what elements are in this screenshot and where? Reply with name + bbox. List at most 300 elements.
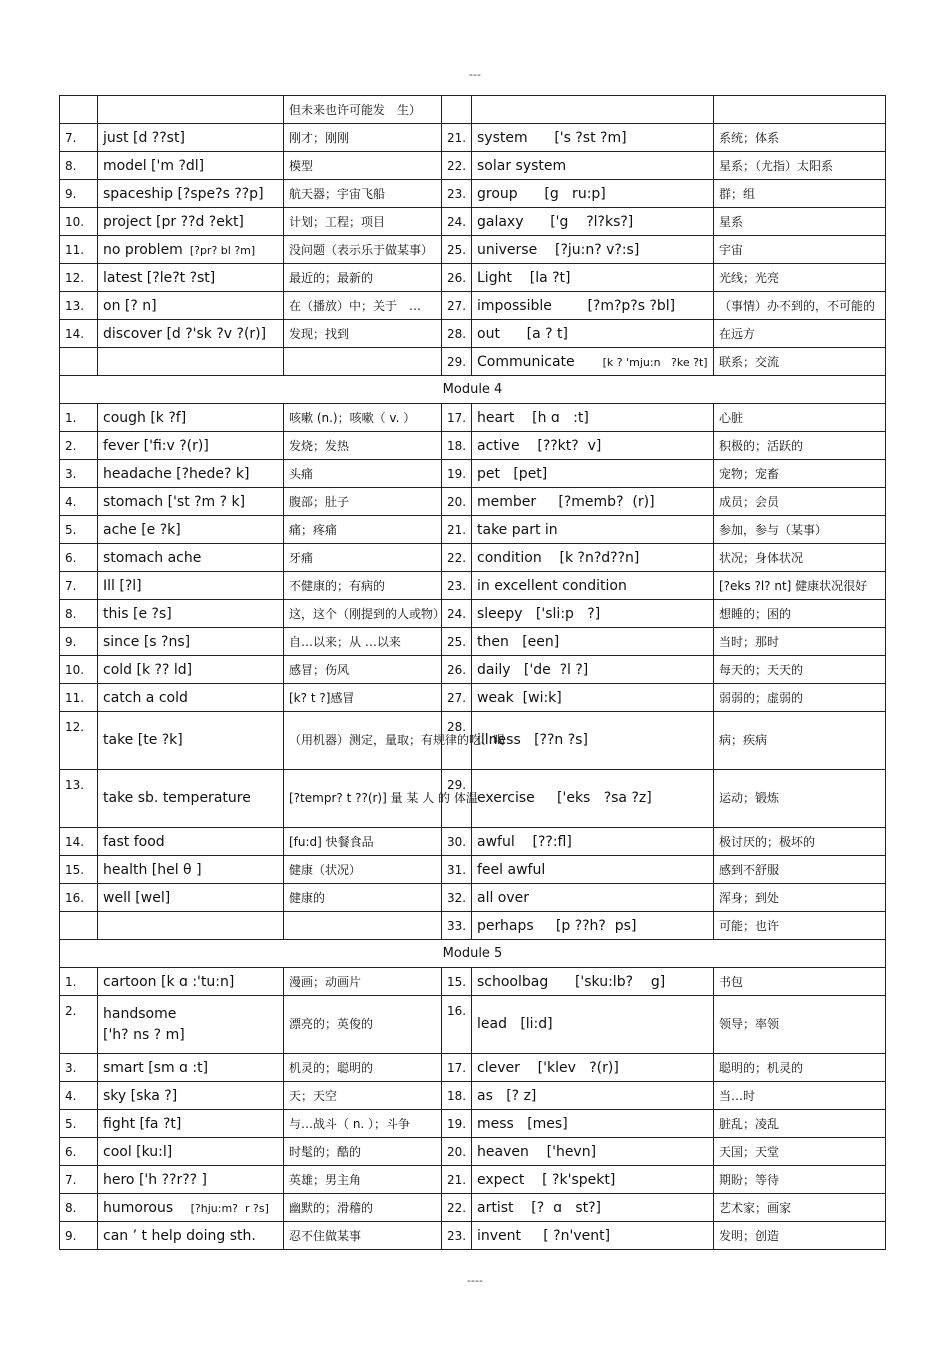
- left-meaning-cell: 天；天空: [284, 1082, 442, 1110]
- left-word-cell: [98, 208, 284, 236]
- word-text: sky [ska ?]: [103, 1087, 178, 1104]
- left-number-cell: 9.: [60, 180, 98, 208]
- table-row: [60, 884, 886, 912]
- right-word-cell: [472, 96, 714, 124]
- word-text: sleepy ['sli:p ?]: [477, 605, 601, 622]
- left-meaning-cell: 牙痛: [284, 544, 442, 572]
- left-word-cell: [98, 600, 284, 628]
- left-number-cell: 7.: [60, 572, 98, 600]
- left-word-cell: [98, 572, 284, 600]
- left-word-cell: [98, 404, 284, 432]
- word-text: lead [li:d]: [477, 1016, 553, 1032]
- right-number-cell: 30.: [442, 828, 472, 856]
- table-row: [60, 292, 886, 320]
- left-meaning-cell: 头痛: [284, 460, 442, 488]
- left-number-cell: 12.: [60, 264, 98, 292]
- right-meaning-cell: [?eks ?l? nt] 健康状况很好: [714, 572, 886, 600]
- word-text: spaceship [?spe?s ??p]: [103, 185, 264, 202]
- right-word-cell: [472, 236, 714, 264]
- word-text: Communicate: [477, 353, 575, 370]
- left-number-cell: 8.: [60, 1194, 98, 1222]
- table-row: [60, 208, 886, 236]
- word-text: stomach ['st ?m ? k]: [103, 493, 246, 510]
- table-row: [60, 656, 886, 684]
- left-word-cell: [98, 432, 284, 460]
- left-meaning-cell: 健康（状况）: [284, 856, 442, 884]
- right-meaning-cell: 书包: [714, 968, 886, 996]
- table-row: [60, 1194, 886, 1222]
- right-word-cell: [472, 1194, 714, 1222]
- left-meaning-cell: [k? t ?]感冒: [284, 684, 442, 712]
- right-number-cell: 23.: [442, 572, 472, 600]
- right-word-cell: [472, 292, 714, 320]
- right-meaning-cell: 病；疾病: [714, 712, 886, 770]
- right-meaning-cell: 光线；光亮: [714, 264, 886, 292]
- right-meaning-cell: 运动；锻炼: [714, 770, 886, 828]
- left-word-cell: [98, 1082, 284, 1110]
- left-word-cell: [98, 968, 284, 996]
- left-number-cell: [60, 96, 98, 124]
- right-word-cell: [472, 152, 714, 180]
- right-meaning-cell: 状况；身体状况: [714, 544, 886, 572]
- table-row: [60, 1166, 886, 1194]
- right-meaning-cell: 想睡的；困的: [714, 600, 886, 628]
- right-word-cell: [472, 912, 714, 940]
- left-word-cell: [98, 180, 284, 208]
- left-number-cell: 10.: [60, 656, 98, 684]
- left-number-cell: 2.: [60, 996, 98, 1054]
- left-meaning-cell: 漂亮的；英俊的: [284, 996, 442, 1054]
- right-meaning-cell: 宇宙: [714, 236, 886, 264]
- word-text: galaxy ['g ?l?ks?]: [477, 213, 634, 230]
- word-text: daily ['de ?l ?]: [477, 661, 589, 678]
- word-text: pet [pet]: [477, 465, 548, 482]
- left-meaning-cell: 计划；工程；项目: [284, 208, 442, 236]
- right-number-cell: 22.: [442, 544, 472, 572]
- word-text: take sb. temperature: [103, 790, 251, 806]
- right-meaning-cell: 艺术家；画家: [714, 1194, 886, 1222]
- right-number-cell: 15.: [442, 968, 472, 996]
- right-meaning-cell: 感到不舒服: [714, 856, 886, 884]
- right-word-cell: [472, 1110, 714, 1138]
- word-text: health [hel θ ]: [103, 861, 202, 878]
- word-text: illness [??n ?s]: [477, 732, 588, 748]
- right-word-cell: [472, 1166, 714, 1194]
- left-number-cell: 8.: [60, 152, 98, 180]
- left-word-cell: [98, 1054, 284, 1082]
- right-word-cell: [472, 1054, 714, 1082]
- right-number-cell: 21.: [442, 1166, 472, 1194]
- left-number-cell: 12.: [60, 712, 98, 770]
- left-meaning-cell: 不健康的；有病的: [284, 572, 442, 600]
- right-number-cell: 17.: [442, 404, 472, 432]
- left-word-cell: [98, 348, 284, 376]
- left-number-cell: 16.: [60, 884, 98, 912]
- word-text: out [a ? t]: [477, 325, 568, 342]
- right-meaning-cell: 每天的；天天的: [714, 656, 886, 684]
- right-meaning-cell: 脏乱；凌乱: [714, 1110, 886, 1138]
- phonetic-text: [?hju:m? r ?s]: [173, 1201, 269, 1215]
- left-number-cell: 13.: [60, 292, 98, 320]
- right-number-cell: 27.: [442, 684, 472, 712]
- left-number-cell: 6.: [60, 544, 98, 572]
- word-text: cool [ku:l]: [103, 1143, 173, 1160]
- left-number-cell: 5.: [60, 516, 98, 544]
- left-word-cell: [98, 264, 284, 292]
- left-number-cell: 9.: [60, 628, 98, 656]
- left-meaning-cell: 机灵的；聪明的: [284, 1054, 442, 1082]
- word-text: heaven ['hevn]: [477, 1143, 597, 1160]
- right-meaning-cell: 当…时: [714, 1082, 886, 1110]
- right-word-cell: [472, 432, 714, 460]
- table-row: [60, 236, 886, 264]
- right-word-cell: [472, 208, 714, 236]
- left-word-cell: [98, 1194, 284, 1222]
- word-text: take part in: [477, 521, 558, 538]
- left-number-cell: 3.: [60, 460, 98, 488]
- right-number-cell: 20.: [442, 1138, 472, 1166]
- right-word-cell: [472, 996, 714, 1054]
- right-word-cell: [472, 770, 714, 828]
- right-number-cell: 23.: [442, 1222, 472, 1250]
- table-row: [60, 488, 886, 516]
- right-word-cell: [472, 572, 714, 600]
- right-word-cell: [472, 1082, 714, 1110]
- left-word-cell: [98, 1166, 284, 1194]
- left-word-cell: [98, 684, 284, 712]
- right-meaning-cell: [714, 96, 886, 124]
- left-meaning-cell: 发现；找到: [284, 320, 442, 348]
- right-number-cell: 17.: [442, 1054, 472, 1082]
- left-number-cell: [60, 348, 98, 376]
- module-title: Module 4: [60, 376, 886, 404]
- word-text: model ['m ?dl]: [103, 157, 205, 174]
- word-text: smart [sm ɑ :t]: [103, 1059, 209, 1076]
- table-row: [60, 348, 886, 376]
- left-word-cell: [98, 996, 284, 1054]
- word-text: just [d ??st]: [103, 129, 185, 146]
- right-meaning-cell: 积极的；活跃的: [714, 432, 886, 460]
- word-text: project [pr ??d ?ekt]: [103, 213, 244, 230]
- right-meaning-cell: 星系: [714, 208, 886, 236]
- right-number-cell: 16.: [442, 996, 472, 1054]
- table-row: [60, 544, 886, 572]
- right-number-cell: 25.: [442, 236, 472, 264]
- right-number-cell: 24.: [442, 208, 472, 236]
- word-text: ache [e ?k]: [103, 521, 181, 538]
- left-meaning-cell: 感冒；伤风: [284, 656, 442, 684]
- table-row: [60, 600, 886, 628]
- word-text: can ’ t help doing sth.: [103, 1227, 256, 1244]
- right-word-cell: [472, 488, 714, 516]
- left-number-cell: 15.: [60, 856, 98, 884]
- left-meaning-cell: 痛；疼痛: [284, 516, 442, 544]
- word-text: heart [h ɑ :t]: [477, 409, 589, 426]
- left-number-cell: 5.: [60, 1110, 98, 1138]
- table-row: [60, 460, 886, 488]
- left-number-cell: 7.: [60, 124, 98, 152]
- right-number-cell: 24.: [442, 600, 472, 628]
- right-meaning-cell: 参加，参与（某事）: [714, 516, 886, 544]
- right-meaning-cell: 领导；率领: [714, 996, 886, 1054]
- table-row: [60, 856, 886, 884]
- right-number-cell: 18.: [442, 1082, 472, 1110]
- left-number-cell: 1.: [60, 968, 98, 996]
- table-row: [60, 96, 886, 124]
- right-word-cell: [472, 1138, 714, 1166]
- word-text: feel awful: [477, 861, 546, 878]
- phonetic-text: [k ? 'mju:n ?ke ?t]: [574, 355, 708, 369]
- left-word-cell: [98, 96, 284, 124]
- left-meaning-cell: 健康的: [284, 884, 442, 912]
- left-meaning-cell: 但未来也许可能发 生）: [284, 96, 442, 124]
- right-word-cell: [472, 124, 714, 152]
- table-row: [60, 912, 886, 940]
- word-text: catch a cold: [103, 689, 188, 706]
- left-word-cell: [98, 856, 284, 884]
- left-number-cell: 14.: [60, 320, 98, 348]
- right-word-cell: [472, 348, 714, 376]
- word-text: no problem: [103, 241, 183, 258]
- right-word-cell: [472, 656, 714, 684]
- right-word-cell: [472, 600, 714, 628]
- word-text: latest [?le?t ?st]: [103, 269, 216, 286]
- word-text: system ['s ?st ?m]: [477, 129, 627, 146]
- left-number-cell: 10.: [60, 208, 98, 236]
- word-text: on [? n]: [103, 297, 157, 314]
- word-text: all over: [477, 889, 530, 906]
- right-number-cell: 18.: [442, 432, 472, 460]
- table-row: [60, 770, 886, 828]
- module-title: Module 5: [60, 940, 886, 968]
- left-meaning-cell: 时髦的；酷的: [284, 1138, 442, 1166]
- right-number-cell: 32.: [442, 884, 472, 912]
- table-row: [60, 180, 886, 208]
- table-row: [60, 152, 886, 180]
- right-word-cell: [472, 968, 714, 996]
- left-meaning-cell: 幽默的；滑稽的: [284, 1194, 442, 1222]
- left-word-cell: [98, 152, 284, 180]
- left-meaning-cell: 发烧；发热: [284, 432, 442, 460]
- right-number-cell: 26.: [442, 264, 472, 292]
- left-number-cell: 11.: [60, 684, 98, 712]
- left-word-cell: [98, 1138, 284, 1166]
- right-word-cell: [472, 856, 714, 884]
- word-text: member [?memb? (r)]: [477, 493, 655, 510]
- right-word-cell: [472, 1222, 714, 1250]
- right-meaning-cell: 可能；也许: [714, 912, 886, 940]
- left-meaning-cell: 腹部；肚子: [284, 488, 442, 516]
- left-word-cell: [98, 828, 284, 856]
- right-word-cell: [472, 516, 714, 544]
- left-meaning-cell: 咳嗽 (n.)；咳嗽（ v. ）: [284, 404, 442, 432]
- right-meaning-cell: 弱弱的；虚弱的: [714, 684, 886, 712]
- left-word-cell: [98, 884, 284, 912]
- left-meaning-cell: 漫画；动画片: [284, 968, 442, 996]
- left-number-cell: 1.: [60, 404, 98, 432]
- table-row: [60, 996, 886, 1054]
- right-meaning-cell: 天国；天堂: [714, 1138, 886, 1166]
- left-word-cell: [98, 544, 284, 572]
- right-number-cell: 31.: [442, 856, 472, 884]
- table-row: [60, 1082, 886, 1110]
- word-text: fast food: [103, 833, 165, 850]
- table-row: [60, 320, 886, 348]
- left-number-cell: 6.: [60, 1138, 98, 1166]
- table-row: [60, 264, 886, 292]
- word-text: hero ['h ??r?? ]: [103, 1171, 207, 1188]
- right-word-cell: [472, 264, 714, 292]
- module-header-row: [60, 376, 886, 404]
- left-meaning-cell: 最近的；最新的: [284, 264, 442, 292]
- left-word-cell: [98, 292, 284, 320]
- right-word-cell: [472, 684, 714, 712]
- right-word-cell: [472, 180, 714, 208]
- right-word-cell: [472, 884, 714, 912]
- left-meaning-cell: 忍不住做某事: [284, 1222, 442, 1250]
- right-number-cell: 27.: [442, 292, 472, 320]
- right-number-cell: 28.: [442, 320, 472, 348]
- word-text: impossible [?m?p?s ?bl]: [477, 297, 676, 314]
- word-text: awful [??:fl]: [477, 833, 572, 850]
- right-number-cell: 25.: [442, 628, 472, 656]
- word-text: as [? z]: [477, 1087, 537, 1104]
- right-word-cell: [472, 828, 714, 856]
- left-meaning-cell: 航天器；宇宙飞船: [284, 180, 442, 208]
- right-meaning-cell: 群；组: [714, 180, 886, 208]
- left-number-cell: 4.: [60, 1082, 98, 1110]
- table-row: [60, 432, 886, 460]
- word-text: mess [mes]: [477, 1115, 568, 1132]
- word-text: stomach ache: [103, 549, 202, 566]
- left-meaning-cell: 在（播放）中；关于 …: [284, 292, 442, 320]
- table-row: [60, 684, 886, 712]
- right-word-cell: [472, 320, 714, 348]
- right-number-cell: 19.: [442, 460, 472, 488]
- table-row: [60, 1110, 886, 1138]
- phonetic-text: [?pr? bl ?m]: [182, 243, 256, 257]
- right-number-cell: 21.: [442, 124, 472, 152]
- left-meaning-cell: 与…战斗（ n. ）；斗争: [284, 1110, 442, 1138]
- right-word-cell: [472, 460, 714, 488]
- word-text: schoolbag ['sku:lb? g]: [477, 973, 666, 990]
- page-header-mark: ---: [469, 68, 481, 81]
- left-word-cell: [98, 912, 284, 940]
- right-meaning-cell: 宠物；宠畜: [714, 460, 886, 488]
- right-number-cell: [442, 96, 472, 124]
- right-meaning-cell: 浑身；到处: [714, 884, 886, 912]
- word-text: fever ['fi:v ?(r)]: [103, 437, 209, 454]
- word-text: cold [k ?? ld]: [103, 661, 193, 678]
- word-text: exercise ['eks ?sa ?z]: [477, 790, 652, 806]
- table-row: [60, 404, 886, 432]
- right-number-cell: 29.: [442, 770, 472, 828]
- word-text: Light [la ?t]: [477, 269, 571, 286]
- right-word-cell: [472, 544, 714, 572]
- right-meaning-cell: 在远方: [714, 320, 886, 348]
- table-row: [60, 1054, 886, 1082]
- word-text: cartoon [k ɑ :'tu:n]: [103, 973, 235, 990]
- word-text: handsome ['h? ns ? m]: [103, 1005, 185, 1043]
- left-meaning-cell: 自…以来；从 …以来: [284, 628, 442, 656]
- left-word-cell: [98, 320, 284, 348]
- left-word-cell: [98, 516, 284, 544]
- word-text: cough [k ?f]: [103, 409, 187, 426]
- left-word-cell: [98, 1222, 284, 1250]
- word-text: perhaps [p ??h? ps]: [477, 917, 637, 934]
- right-number-cell: 33.: [442, 912, 472, 940]
- right-meaning-cell: 极讨厌的；极坏的: [714, 828, 886, 856]
- right-number-cell: 20.: [442, 488, 472, 516]
- right-number-cell: 22.: [442, 152, 472, 180]
- right-word-cell: [472, 712, 714, 770]
- left-word-cell: [98, 1110, 284, 1138]
- table-row: [60, 712, 886, 770]
- left-word-cell: [98, 488, 284, 516]
- right-word-cell: [472, 404, 714, 432]
- word-text: take [te ?k]: [103, 732, 183, 748]
- left-number-cell: 2.: [60, 432, 98, 460]
- word-text: then [een]: [477, 633, 560, 650]
- left-number-cell: 11.: [60, 236, 98, 264]
- right-meaning-cell: 当时；那时: [714, 628, 886, 656]
- left-meaning-cell: [284, 348, 442, 376]
- left-word-cell: [98, 124, 284, 152]
- word-text: since [s ?ns]: [103, 633, 191, 650]
- right-meaning-cell: 成员；会员: [714, 488, 886, 516]
- left-meaning-cell: 刚才；刚刚: [284, 124, 442, 152]
- left-meaning-cell: 模型: [284, 152, 442, 180]
- right-meaning-cell: 星系；（尤指）太阳系: [714, 152, 886, 180]
- word-text: this [e ?s]: [103, 605, 172, 622]
- table-row: [60, 124, 886, 152]
- word-text: Ill [?l]: [103, 577, 142, 594]
- word-text: weak [wi:k]: [477, 689, 562, 706]
- word-text: fight [fa ?t]: [103, 1115, 182, 1132]
- left-number-cell: 13.: [60, 770, 98, 828]
- table-row: [60, 572, 886, 600]
- word-text: expect [ ?k'spekt]: [477, 1171, 616, 1188]
- left-meaning-cell: [284, 912, 442, 940]
- right-word-cell: [472, 628, 714, 656]
- table-row: [60, 968, 886, 996]
- table-row: [60, 1138, 886, 1166]
- word-text: discover [d ?'sk ?v ?(r)]: [103, 325, 267, 342]
- right-meaning-cell: （事情）办不到的，不可能的: [714, 292, 886, 320]
- left-word-cell: [98, 628, 284, 656]
- left-number-cell: 8.: [60, 600, 98, 628]
- word-text: in excellent condition: [477, 577, 627, 594]
- word-text: well [wel]: [103, 889, 171, 906]
- left-word-cell: [98, 770, 284, 828]
- table-row: [60, 628, 886, 656]
- word-text: active [??kt? v]: [477, 437, 602, 454]
- word-text: invent [ ?n'vent]: [477, 1227, 611, 1244]
- left-number-cell: 4.: [60, 488, 98, 516]
- right-number-cell: 21.: [442, 516, 472, 544]
- word-text: universe [?ju:n? v?:s]: [477, 241, 640, 258]
- right-meaning-cell: 联系；交流: [714, 348, 886, 376]
- word-text: artist [? ɑ st?]: [477, 1199, 602, 1216]
- right-meaning-cell: 聪明的；机灵的: [714, 1054, 886, 1082]
- right-meaning-cell: 发明；创造: [714, 1222, 886, 1250]
- word-text: solar system: [477, 157, 567, 174]
- left-number-cell: 14.: [60, 828, 98, 856]
- word-text: humorous: [103, 1199, 174, 1216]
- right-number-cell: 19.: [442, 1110, 472, 1138]
- word-text: group [g ru:p]: [477, 185, 606, 202]
- left-meaning-cell: 英雄；男主角: [284, 1166, 442, 1194]
